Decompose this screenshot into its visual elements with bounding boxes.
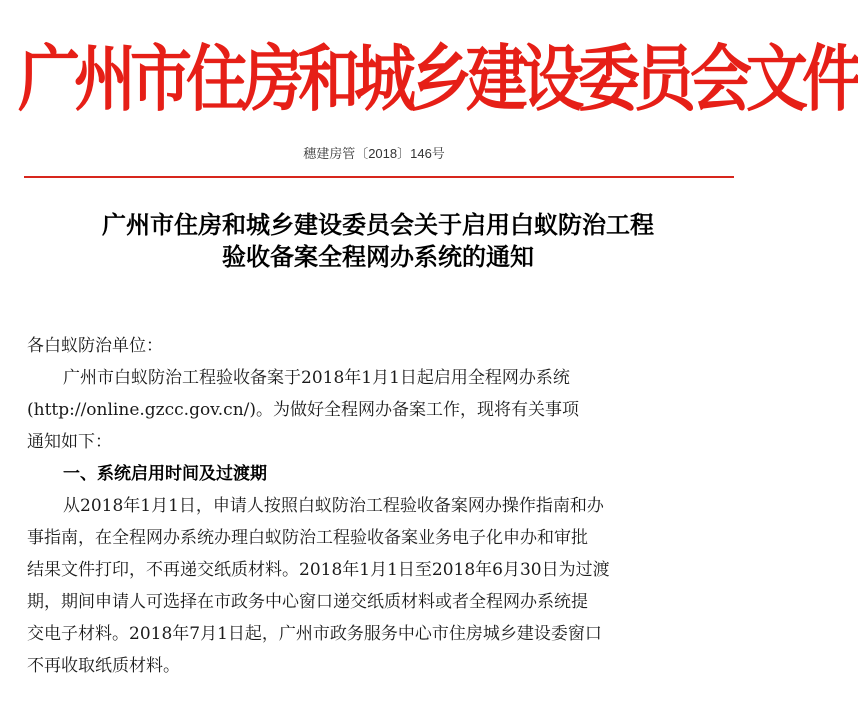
- paragraph-2-line-6: 不再收取纸质材料。: [27, 656, 180, 676]
- paragraph-2-line-2: 事指南，在全程网办系统办理白蚁防治工程验收备案业务电子化申办和审批: [27, 528, 588, 548]
- salutation: 各白蚁防治单位：: [27, 336, 163, 356]
- paragraph-2-line-1: 从2018年1月1日，申请人按照白蚁防治工程验收备案网办操作指南和办: [63, 496, 604, 516]
- document-number: 穗建房管〔2018〕146号: [303, 146, 445, 161]
- paragraph-1-line-1: 广州市白蚁防治工程验收备案于2018年1月1日起启用全程网办系统: [63, 368, 570, 388]
- paragraph-1-line-3: 通知如下：: [27, 432, 112, 452]
- masthead-title: 广州市住房和城乡建设委员会文件: [18, 36, 858, 122]
- paragraph-2-line-3: 结果文件打印，不再递交纸质材料。2018年1月1日至2018年6月30日为过渡: [27, 560, 610, 580]
- red-divider-line: [24, 176, 734, 178]
- notice-title-line-2: 验收备案全程网办系统的通知: [222, 242, 534, 271]
- paragraph-1-line-2: (http://online.gzcc.gov.cn/)。为做好全程网办备案工作，现将有关事项: [27, 400, 580, 420]
- paragraph-2-line-5: 交电子材料。2018年7月1日起，广州市政务服务中心市住房城乡建设委窗口: [27, 624, 602, 644]
- section-1-heading: 一、系统启用时间及过渡期: [63, 464, 267, 484]
- paragraph-2-line-4: 期，期间申请人可选择在市政务中心窗口递交纸质材料或者全程网办系统提: [27, 592, 588, 612]
- notice-title: [28, 206, 728, 270]
- notice-body: [27, 330, 727, 682]
- notice-title-line-1: 广州市住房和城乡建设委员会关于启用白蚁防治工程: [102, 210, 654, 239]
